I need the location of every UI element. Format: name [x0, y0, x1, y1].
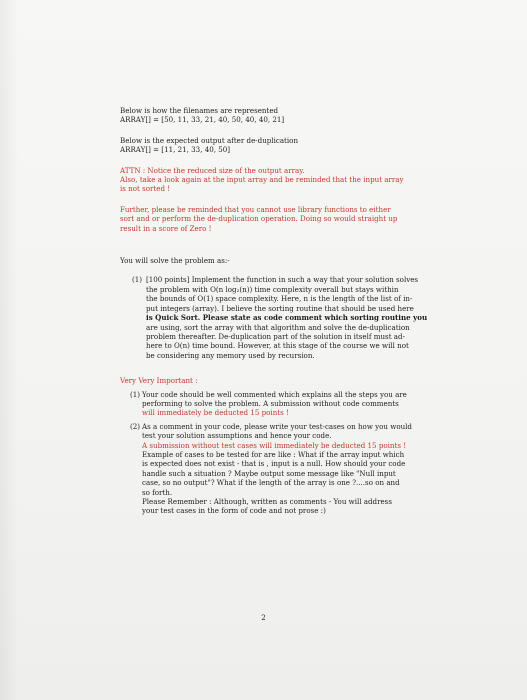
important-line: case, so no output"? What if the length of the array is one ?....so on and [142, 478, 400, 488]
task-line: is Quick Sort. Please state as code comment which sorting routine you [146, 313, 428, 323]
important-heading: Very Very Important : [120, 376, 198, 386]
important-number: (1) [130, 389, 141, 399]
important-line: A submission without test cases will immediately be deducted 15 points ! [142, 440, 407, 450]
intro-block [120, 106, 438, 125]
page-content [120, 106, 438, 516]
intro-line-1: Below is how the filenames are represented [120, 106, 279, 115]
page-shadow [0, 0, 18, 700]
task-list [120, 275, 438, 360]
attn-line-1: ATTN : Notice the reduced size of the output array. [120, 165, 305, 175]
task-item-1 [120, 275, 438, 360]
page-number: 2 [261, 614, 266, 622]
task-number: (1) [132, 275, 143, 285]
important-line: handle such a situation ? Maybe output some message like "Null input [142, 468, 396, 478]
attn-line-3: is not sorted ! [120, 184, 171, 194]
further-line-2: sort and or perform the de-duplication operation. Doing so would straight up [120, 214, 398, 224]
important-line: is expected does not exist - that is , input is a null. How should your code [142, 459, 406, 469]
task-line: here to O(n) time bound. However, at this stage of the course we will not [146, 341, 409, 351]
expected-block [120, 136, 438, 155]
further-line-1: Further, please be reminded that you cannot use library functions to either [120, 204, 391, 214]
important-item-1 [120, 390, 438, 418]
task-line: the problem with O(n log₂(n)) time complexity overall but stays within [146, 284, 399, 294]
important-list [120, 390, 438, 516]
important-line: Your code should be well commented which explains all the steps you are [142, 389, 407, 399]
task-line: the bounds of O(1) space complexity. Here, n is the length of the list of in- [146, 294, 413, 304]
expected-array: ARRAY[] = [11, 21, 33, 40, 50] [120, 145, 231, 155]
further-block [120, 205, 438, 233]
task-line: be considering any memory used by recursion. [146, 350, 315, 360]
important-line: your test cases in the form of code and not prose :) [142, 506, 326, 516]
task-line: put integers (array). I believe the sorting routine that should be used here [146, 303, 414, 313]
important-number: (2) [130, 421, 141, 431]
attn-block [120, 166, 438, 194]
important-line: Please Remember : Although, written as comments - You will address [142, 497, 392, 506]
task-line: are using, sort the array with that algorithm and solve the de-duplication [146, 322, 410, 332]
attn-line-2: Also, take a look again at the input array and be reminded that the input array [120, 175, 404, 185]
task-line: problem thereafter. De-duplication part of the solution in itself must ad- [146, 331, 405, 341]
important-item-2 [120, 422, 438, 516]
important-line: will immediately be deducted 15 points ! [142, 408, 289, 418]
input-array: ARRAY[] = [50, 11, 33, 21, 40, 50, 40, 40, 21] [120, 115, 285, 125]
expected-line-1: Below is the expected output after de-duplication [120, 135, 299, 145]
important-line: so forth. [142, 487, 173, 497]
important-line: test your solution assumptions and hence your code. [142, 431, 332, 441]
important-line: Example of cases to be tested for are like : What if the array input which [142, 449, 405, 459]
solve-intro: You will solve the problem as:- [120, 256, 230, 266]
task-line: [100 points] Implement the function in such a way that your solution solves [146, 275, 419, 285]
important-line: As a comment in your code, please write your test-cases on how you would [142, 421, 412, 431]
important-line: performing to solve the problem. A submission without code comments [142, 398, 399, 408]
further-line-3: result in a score of Zero ! [120, 223, 212, 233]
